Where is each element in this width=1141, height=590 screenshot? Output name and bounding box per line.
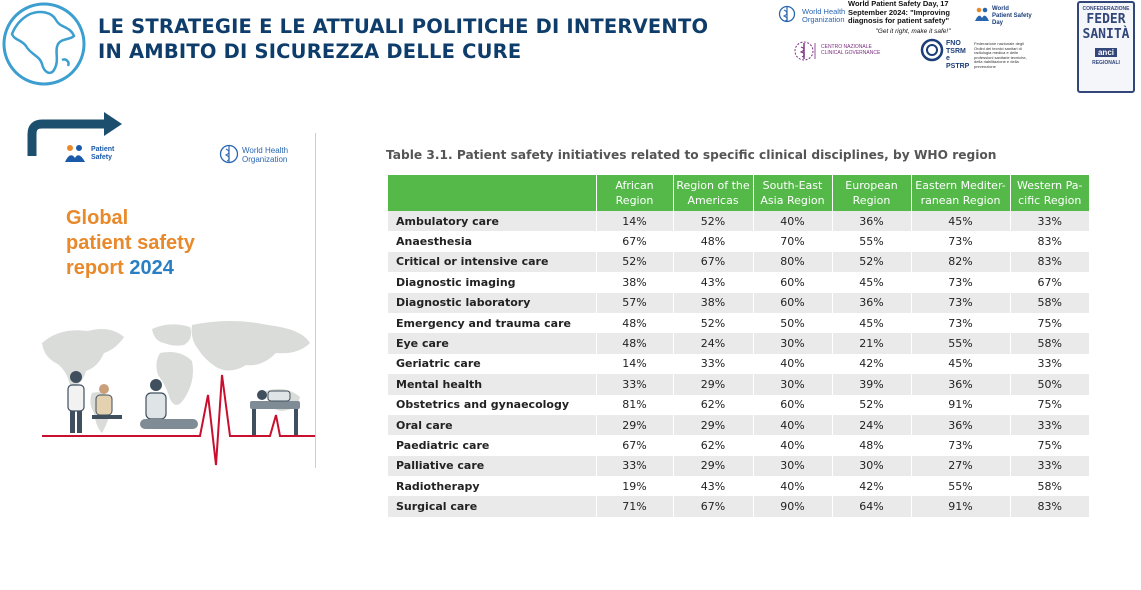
percentage-cell: 19%: [596, 476, 673, 496]
who-top-line-1: World Health: [802, 7, 846, 16]
page-title: [98, 14, 738, 64]
percentage-cell: 83%: [1010, 252, 1089, 272]
cover-divider: [315, 133, 316, 468]
discipline-cell: Diagnostic imaging: [388, 272, 596, 292]
table-row: [388, 476, 1089, 496]
report-title-line-3: report: [66, 257, 130, 279]
column-header: Eastern Mediter-ranean Region: [911, 175, 1010, 211]
percentage-cell: 38%: [596, 272, 673, 292]
percentage-cell: 29%: [673, 374, 753, 394]
fno-line-1: FNO: [946, 40, 961, 47]
percentage-cell: 36%: [911, 374, 1010, 394]
percentage-cell: 33%: [1010, 354, 1089, 374]
report-year: 2024: [129, 257, 174, 279]
discipline-cell: Oral care: [388, 415, 596, 435]
fno-logo-icon: [920, 38, 944, 62]
table-caption: Table 3.1. Patient safety initiatives related to specific clinical disciplines, by WHO region: [386, 148, 997, 162]
wpsd-text-line-2: September 2024: "Improving: [848, 7, 950, 17]
percentage-cell: 40%: [753, 354, 832, 374]
table-row: [388, 313, 1089, 333]
column-header: European Region: [832, 175, 911, 211]
discipline-cell: Diagnostic laboratory: [388, 293, 596, 313]
feder-line-4: anci: [1095, 48, 1117, 57]
table-row: [388, 211, 1089, 231]
column-header: African Region: [596, 175, 673, 211]
who-cover-line-1: World Health: [242, 146, 289, 155]
percentage-cell: 71%: [596, 496, 673, 516]
fno-line-2: TSRM e: [946, 47, 966, 62]
percentage-cell: 58%: [1010, 293, 1089, 313]
percentage-cell: 75%: [1010, 395, 1089, 415]
column-header: Western Pa-cific Region: [1010, 175, 1089, 211]
table-row: [388, 354, 1089, 374]
who-cover-line-2: Organization: [242, 155, 288, 164]
percentage-cell: 50%: [753, 313, 832, 333]
percentage-cell: 43%: [673, 272, 753, 292]
percentage-cell: 45%: [832, 313, 911, 333]
who-top-line-2: Organization: [802, 15, 845, 24]
percentage-cell: 60%: [753, 293, 832, 313]
patient-safety-logo: [63, 143, 115, 168]
globe-icon: [0, 0, 88, 88]
percentage-cell: 36%: [832, 211, 911, 231]
wpsd-logo-line-1: World: [992, 6, 1009, 12]
percentage-cell: 33%: [596, 456, 673, 476]
table-row: [388, 374, 1089, 394]
percentage-cell: 33%: [1010, 415, 1089, 435]
discipline-cell: Ambulatory care: [388, 211, 596, 231]
percentage-cell: 58%: [1010, 333, 1089, 353]
table-row: [388, 231, 1089, 251]
percentage-cell: 60%: [753, 272, 832, 292]
discipline-cell: Palliative care: [388, 456, 596, 476]
percentage-cell: 30%: [753, 374, 832, 394]
percentage-cell: 40%: [753, 435, 832, 455]
percentage-cell: 75%: [1010, 313, 1089, 333]
discipline-cell: Obstetrics and gynaecology: [388, 395, 596, 415]
percentage-cell: 29%: [596, 415, 673, 435]
table-row: [388, 333, 1089, 353]
discipline-cell: Anaesthesia: [388, 231, 596, 251]
percentage-cell: 33%: [596, 374, 673, 394]
percentage-cell: 52%: [596, 252, 673, 272]
percentage-cell: 21%: [832, 333, 911, 353]
percentage-cell: 36%: [832, 293, 911, 313]
percentage-cell: 52%: [673, 313, 753, 333]
table-row: [388, 293, 1089, 313]
percentage-cell: 33%: [673, 354, 753, 374]
feder-line-2: FEDER: [1086, 12, 1126, 27]
title-line-2: IN AMBITO DI SICUREZZA DELLE CURE: [98, 40, 522, 63]
percentage-cell: 58%: [1010, 476, 1089, 496]
percentage-cell: 40%: [753, 211, 832, 231]
percentage-cell: 52%: [673, 211, 753, 231]
who-logo-cover: [218, 144, 289, 169]
title-line-1: LE STRATEGIE E LE ATTUALI POLITICHE DI INTERVENTO: [98, 15, 709, 38]
percentage-cell: 83%: [1010, 231, 1089, 251]
table-row: [388, 456, 1089, 476]
percentage-cell: 48%: [596, 333, 673, 353]
wpsd-announcement: [848, 0, 978, 36]
percentage-cell: 40%: [753, 476, 832, 496]
who-emblem-icon: [776, 5, 798, 23]
wpsd-logo-line-2: Patient Safety: [992, 13, 1032, 19]
percentage-cell: 73%: [911, 231, 1010, 251]
percentage-cell: 36%: [911, 415, 1010, 435]
wpsd-slogan: "Get it right, make it safe!": [875, 27, 951, 35]
percentage-cell: 30%: [753, 333, 832, 353]
percentage-cell: 43%: [673, 476, 753, 496]
discipline-cell: Radiotherapy: [388, 476, 596, 496]
discipline-cell: Eye care: [388, 333, 596, 353]
percentage-cell: 91%: [911, 496, 1010, 516]
percentage-cell: 45%: [832, 272, 911, 292]
table-row: [388, 496, 1089, 516]
percentage-cell: 14%: [596, 354, 673, 374]
discipline-cell: Surgical care: [388, 496, 596, 516]
percentage-cell: 55%: [911, 476, 1010, 496]
percentage-cell: 30%: [832, 456, 911, 476]
discipline-cell: Paediatric care: [388, 435, 596, 455]
percentage-cell: 90%: [753, 496, 832, 516]
percentage-cell: 48%: [673, 231, 753, 251]
federsanita-logo: [1077, 1, 1135, 93]
discipline-cell: Critical or intensive care: [388, 252, 596, 272]
percentage-cell: 64%: [832, 496, 911, 516]
discipline-cell: Emergency and trauma care: [388, 313, 596, 333]
report-title-line-1: Global: [66, 207, 129, 229]
table-row: [388, 415, 1089, 435]
patient-safety-icon: [63, 143, 87, 163]
percentage-cell: 70%: [753, 231, 832, 251]
percentage-cell: 33%: [1010, 211, 1089, 231]
percentage-cell: 48%: [832, 435, 911, 455]
feder-line-3: SANITÀ: [1082, 27, 1130, 42]
percentage-cell: 27%: [911, 456, 1010, 476]
fno-logo: [920, 38, 1027, 70]
percentage-cell: 62%: [673, 435, 753, 455]
percentage-cell: 14%: [596, 211, 673, 231]
cng-logo: [793, 40, 881, 67]
percentage-cell: 67%: [596, 435, 673, 455]
wpsd-text-line-3: diagnosis for patient safety": [848, 16, 950, 25]
report-title-line-2: patient safety: [66, 232, 195, 254]
percentage-cell: 73%: [911, 313, 1010, 333]
percentage-cell: 82%: [911, 252, 1010, 272]
feder-line-5: REGIONALI: [1092, 60, 1120, 66]
world-map-illustration: [40, 315, 315, 470]
percentage-cell: 50%: [1010, 374, 1089, 394]
patient-safety-line-2: Safety: [91, 154, 113, 161]
percentage-cell: 62%: [673, 395, 753, 415]
percentage-cell: 55%: [832, 231, 911, 251]
percentage-cell: 73%: [911, 293, 1010, 313]
patient-safety-line-1: Patient: [91, 146, 115, 153]
wpsd-logo-line-3: Day: [992, 20, 1004, 26]
percentage-cell: 67%: [1010, 272, 1089, 292]
percentage-cell: 55%: [911, 333, 1010, 353]
wpsd-logo-icon: [974, 6, 990, 22]
table-header-row: [388, 175, 1089, 211]
percentage-cell: 67%: [596, 231, 673, 251]
column-header: South-East Asia Region: [753, 175, 832, 211]
table-row: [388, 435, 1089, 455]
cng-logo-icon: [793, 40, 819, 62]
percentage-cell: 24%: [832, 415, 911, 435]
who-emblem-icon: [218, 144, 240, 164]
column-header: Region of the Americas: [673, 175, 753, 211]
percentage-cell: 52%: [832, 252, 911, 272]
percentage-cell: 67%: [673, 252, 753, 272]
percentage-cell: 42%: [832, 476, 911, 496]
table-row: [388, 272, 1089, 292]
report-title: [66, 206, 195, 281]
percentage-cell: 45%: [911, 354, 1010, 374]
percentage-cell: 33%: [1010, 456, 1089, 476]
percentage-cell: 75%: [1010, 435, 1089, 455]
percentage-cell: 29%: [673, 415, 753, 435]
percentage-cell: 29%: [673, 456, 753, 476]
discipline-cell: Geriatric care: [388, 354, 596, 374]
percentage-cell: 39%: [832, 374, 911, 394]
percentage-cell: 83%: [1010, 496, 1089, 516]
percentage-cell: 52%: [832, 395, 911, 415]
fno-description: Federazione nazionale degli Ordini dei tecnici sanitari di radiologia medica e delle professioni sanitarie tecniche, della riabilitazione e della prevenzione: [974, 41, 1027, 69]
cng-line-1: CENTRO NAZIONALE: [821, 44, 872, 50]
percentage-cell: 80%: [753, 252, 832, 272]
percentage-cell: 57%: [596, 293, 673, 313]
fno-line-3: PSTRP: [946, 62, 970, 70]
discipline-cell: Mental health: [388, 374, 596, 394]
percentage-cell: 73%: [911, 272, 1010, 292]
wpsd-text-line-1: World Patient Safety Day, 17: [848, 0, 949, 8]
percentage-cell: 30%: [753, 456, 832, 476]
percentage-cell: 45%: [911, 211, 1010, 231]
percentage-cell: 40%: [753, 415, 832, 435]
table-row: [388, 252, 1089, 272]
feder-line-1: CONFEDERAZIONE: [1082, 6, 1130, 12]
percentage-cell: 42%: [832, 354, 911, 374]
initiatives-table: [388, 175, 1089, 517]
percentage-cell: 38%: [673, 293, 753, 313]
percentage-cell: 24%: [673, 333, 753, 353]
percentage-cell: 73%: [911, 435, 1010, 455]
percentage-cell: 60%: [753, 395, 832, 415]
wpsd-logo: [974, 6, 1032, 26]
percentage-cell: 91%: [911, 395, 1010, 415]
column-header: [388, 175, 596, 211]
table-row: [388, 395, 1089, 415]
percentage-cell: 67%: [673, 496, 753, 516]
cng-line-2: CLINICAL GOVERNANCE: [821, 50, 881, 56]
percentage-cell: 48%: [596, 313, 673, 333]
who-logo-top: [776, 5, 846, 28]
percentage-cell: 81%: [596, 395, 673, 415]
